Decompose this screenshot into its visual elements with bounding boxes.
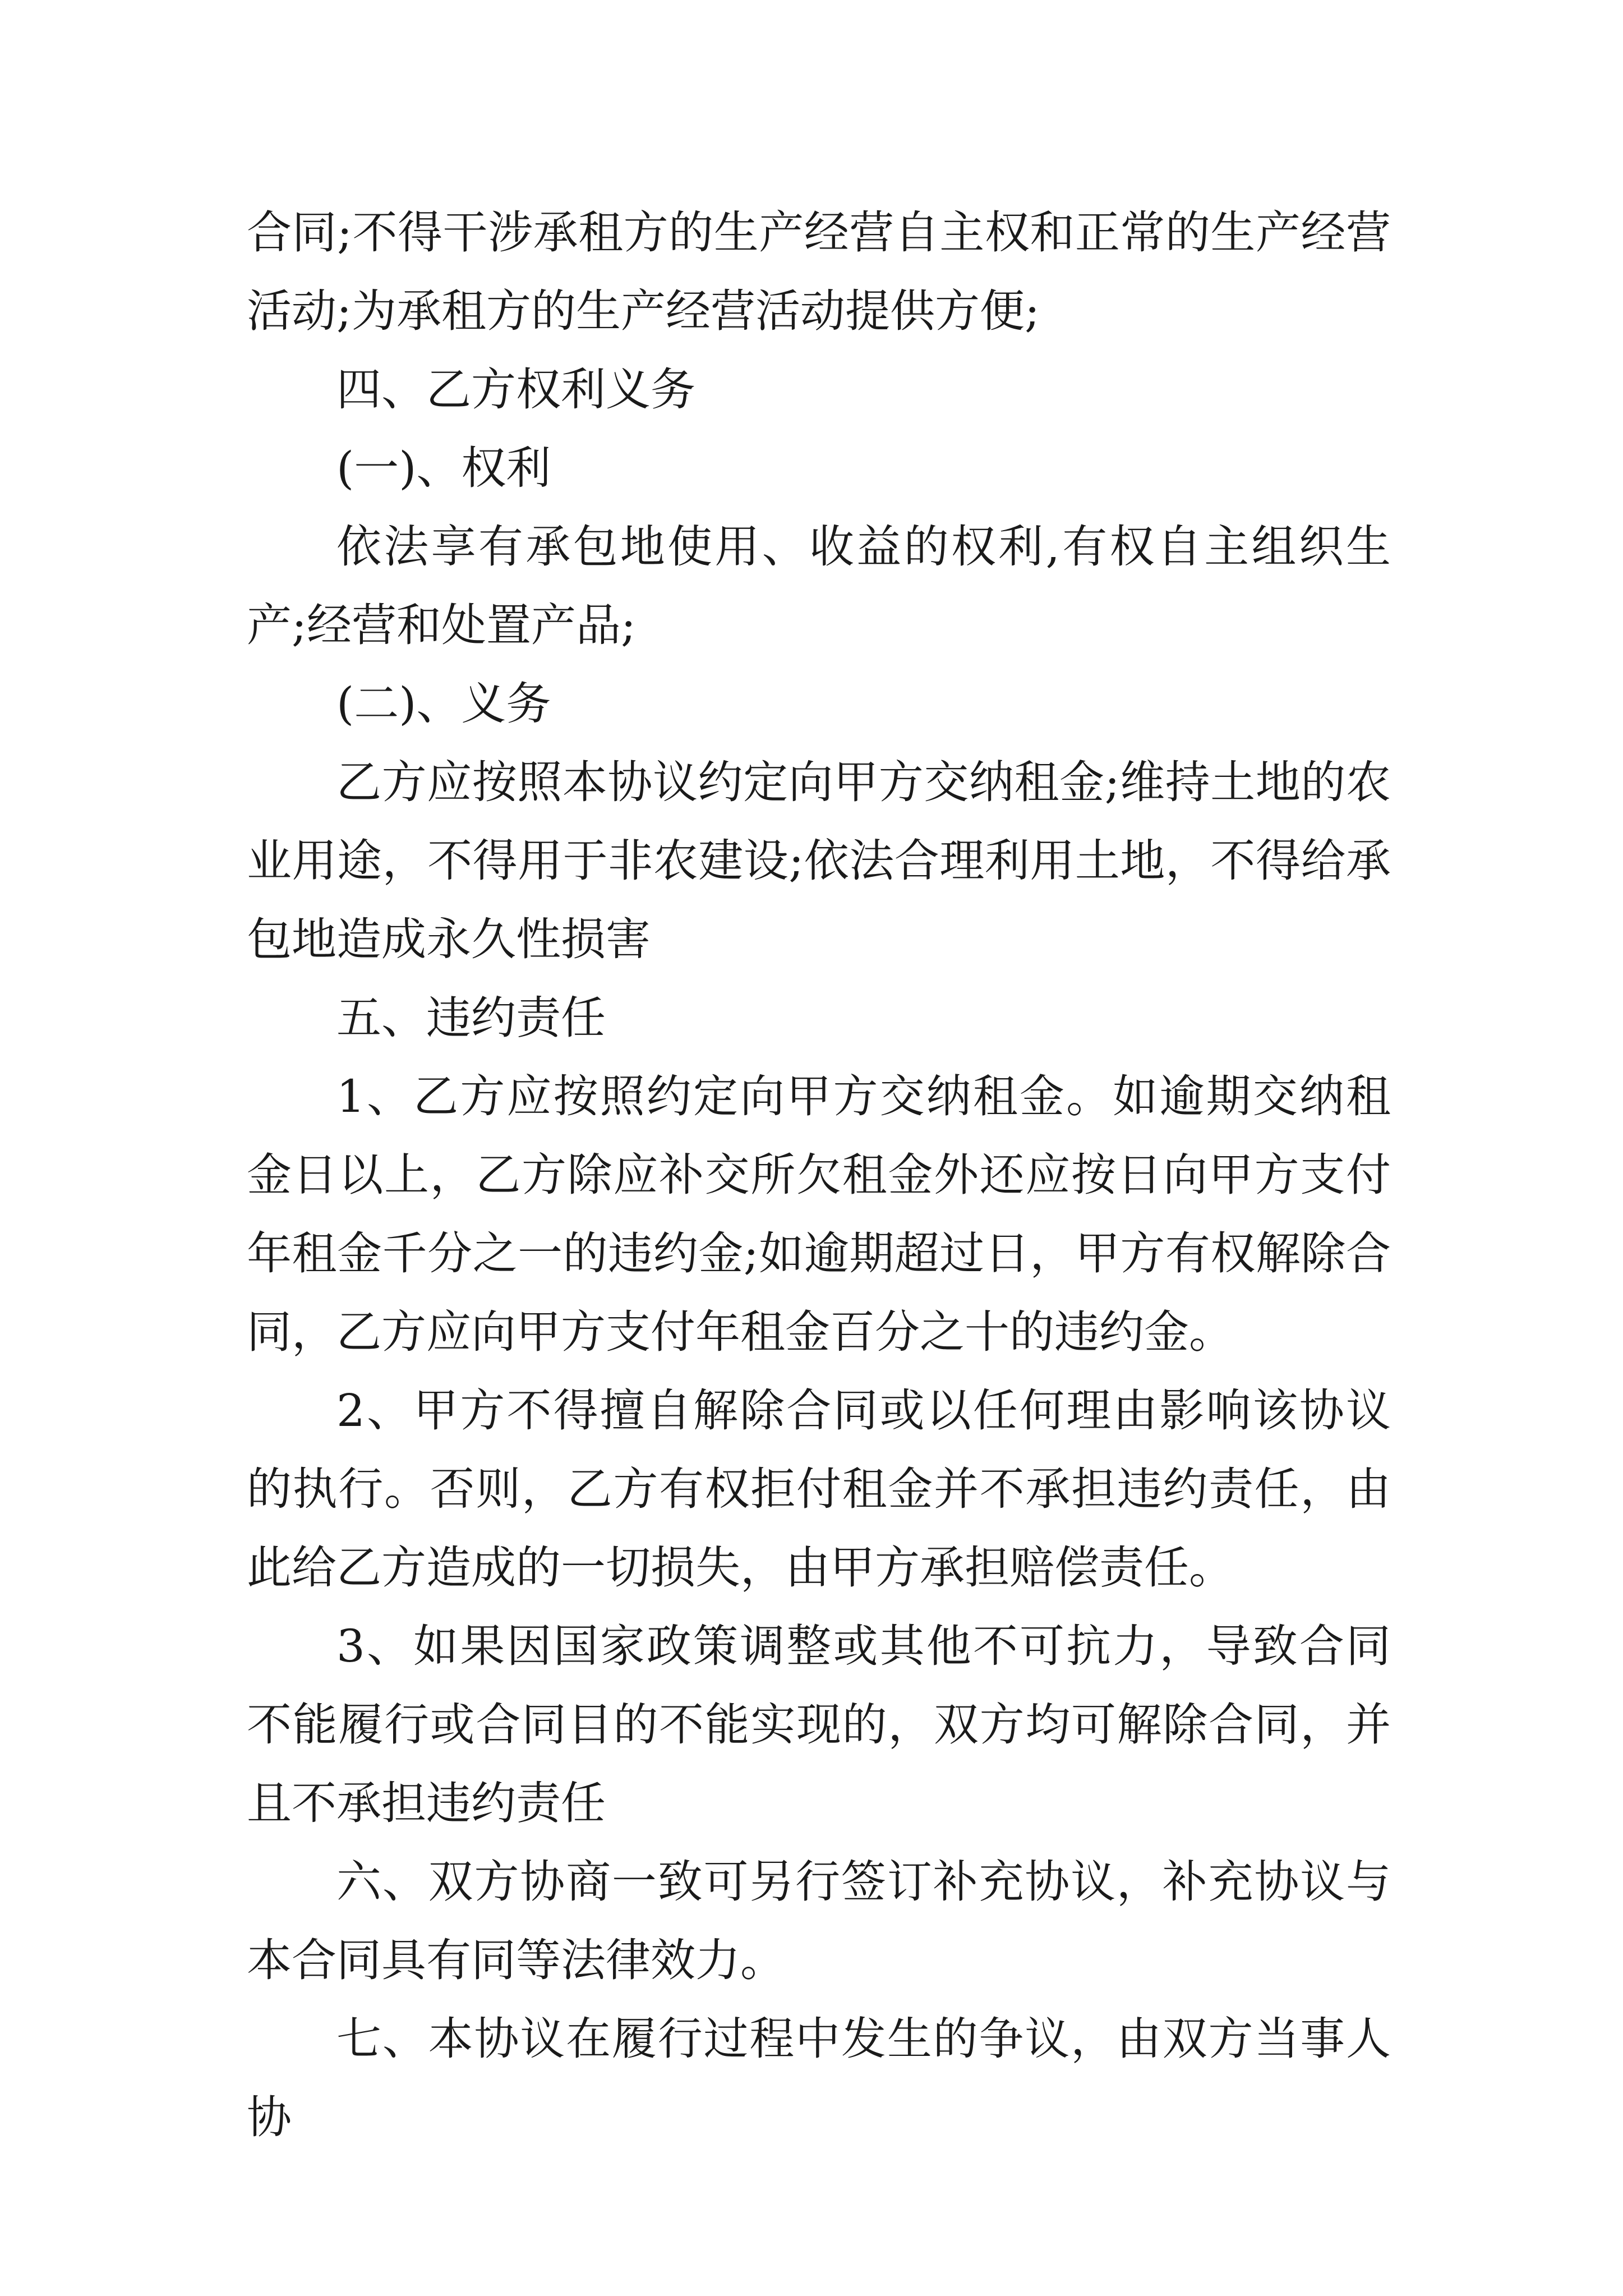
section-heading-breach-liability: 五、违约责任 [336,992,606,1044]
paragraph-breach-clause-2: 2、甲方不得擅自解除合同或以任何理由影响该协议的执行。否则，乙方有权拒付租金并不承担违约责任，由此给乙方造成的一切损失，由甲方承担赔偿责任。 [247,1384,1391,1594]
paragraph-breach-clause-3: 3、如果因国家政策调整或其他不可抗力，导致合同不能履行或合同目的不能实现的，双方均可解除合同，并且不承担违约责任 [247,1620,1391,1829]
section-heading-party-b-rights-obligations: 四、乙方权利义务 [336,364,695,416]
paragraph-dispute-resolution: 七、本协议在履行过程中发生的争议，由双方当事人协 [247,2013,1391,2143]
subheading-obligations: (二)、义务 [336,678,551,730]
document-body [247,194,1391,2157]
paragraph-supplementary-agreement: 六、双方协商一致可另行签订补充协议，补充协议与本合同具有同等法律效力。 [247,1856,1391,1986]
subheading-rights: (一)、权利 [336,442,551,494]
paragraph-lessor-obligations-continued: 合同;不得干涉承租方的生产经营自主权和正常的生产经营活动;为承租方的生产经营活动提供方便; [247,206,1391,337]
paragraph-obligations: 乙方应按照本协议约定向甲方交纳租金;维持土地的农业用途，不得用于非农建设;依法合理利用土地，不得给承包地造成永久性损害 [247,756,1391,965]
paragraph-breach-clause-1: 1、乙方应按照约定向甲方交纳租金。如逾期交纳租金日以上，乙方除应补交所欠租金外还应按日向甲方支付年租金千分之一的违约金;如逾期超过日，甲方有权解除合同，乙方应向甲方支付年租金百分之十的违约金。 [247,1070,1391,1358]
paragraph-rights: 依法享有承包地使用、收益的权利,有权自主组织生产;经营和处置产品; [247,521,1391,651]
